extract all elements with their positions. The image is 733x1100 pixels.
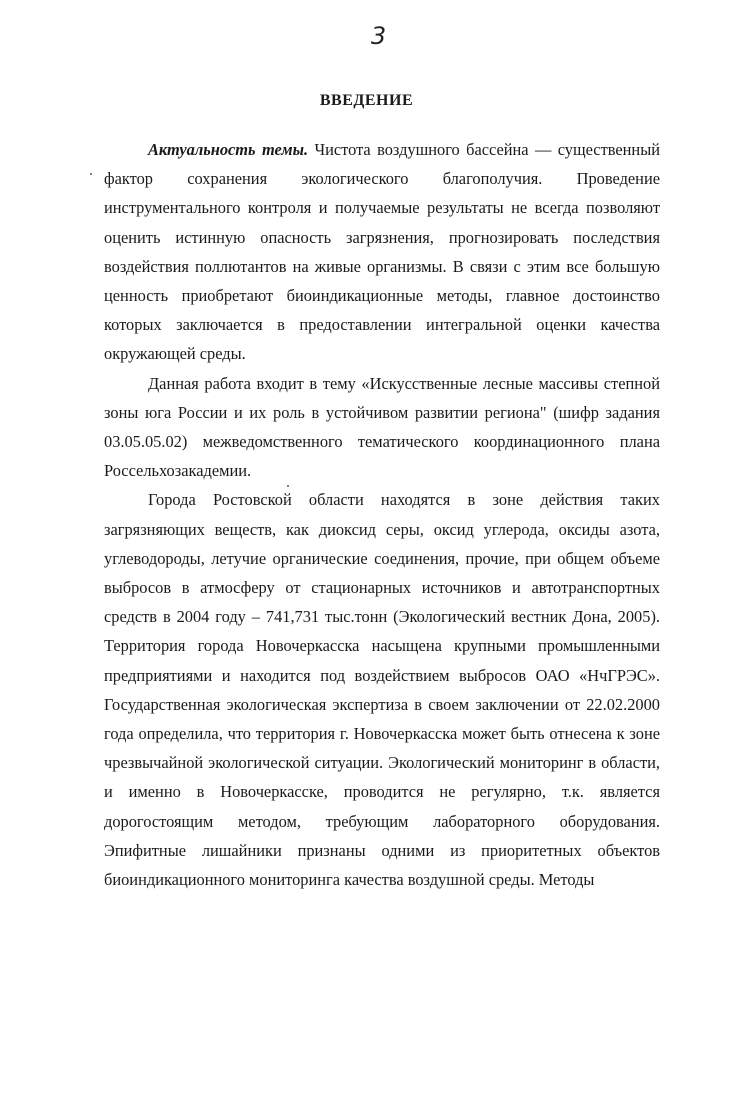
paragraph-text: Города Ростовской области находятся в зоне действия таких загрязняющих веществ, как диоксид серы, оксид углерода, оксиды азота, углеводороды, летучие органические соединения, прочие, при общем объеме выбросов в атмосферу от стационарных источников и автотранспортных средств в 2004 году – 741,731 тыс.тонн (Экологический вестник Дона, 2005). Территория города Новочеркасска насыщена крупными промышленными предприятиями и находится под воздействием выбросов ОАО «НчГРЭС». Государственная экологическая экспертиза в своем заключении от 22.02.2000 года определила, что территория г. Новочеркасска может быть отнесена к зоне чрезвычайной экологической ситуации. Экологический мониторинг в области, и именно в Новочеркасске, проводится не регулярно, т.к. является дорогостоящим методом, требующим лабораторного оборудования. Эпифитные лишайники признаны одними из приоритетных объектов биоиндикационного мониторинга качества воздушной среды. Методы <box>104 490 660 890</box>
section-heading: ВВЕДЕНИЕ <box>319 92 414 109</box>
paragraph-pollution <box>104 485 660 894</box>
paragraph-text: Данная работа входит в тему «Искусственные лесные массивы степной зоны юга России и их роль в устойчивом развитии региона" (шифр задания 03.05.05.02) межведомственного тематического координационного плана Россельхозакадемии. <box>104 373 660 481</box>
page-number: 3 <box>370 22 387 50</box>
paragraph-lead: Актуальность темы. <box>148 140 309 159</box>
scan-speck <box>90 173 92 175</box>
paragraph-project <box>104 369 660 486</box>
paragraph-relevance <box>104 135 660 369</box>
body-text <box>104 135 660 894</box>
paragraph-text: Чистота воздушного бассейна — существенный фактор сохранения экологического благополучия. Проведение инструментального контроля и получаемые результаты не всегда позволяют оценить истинную опасность загрязнения, прогнозировать последствия воздействия поллютантов на живые организмы. В связи с этим все большую ценность приобретают биоиндикационные методы, главное достоинство которых заключается в предоставлении интегральной оценки качества окружающей среды. <box>104 140 660 364</box>
